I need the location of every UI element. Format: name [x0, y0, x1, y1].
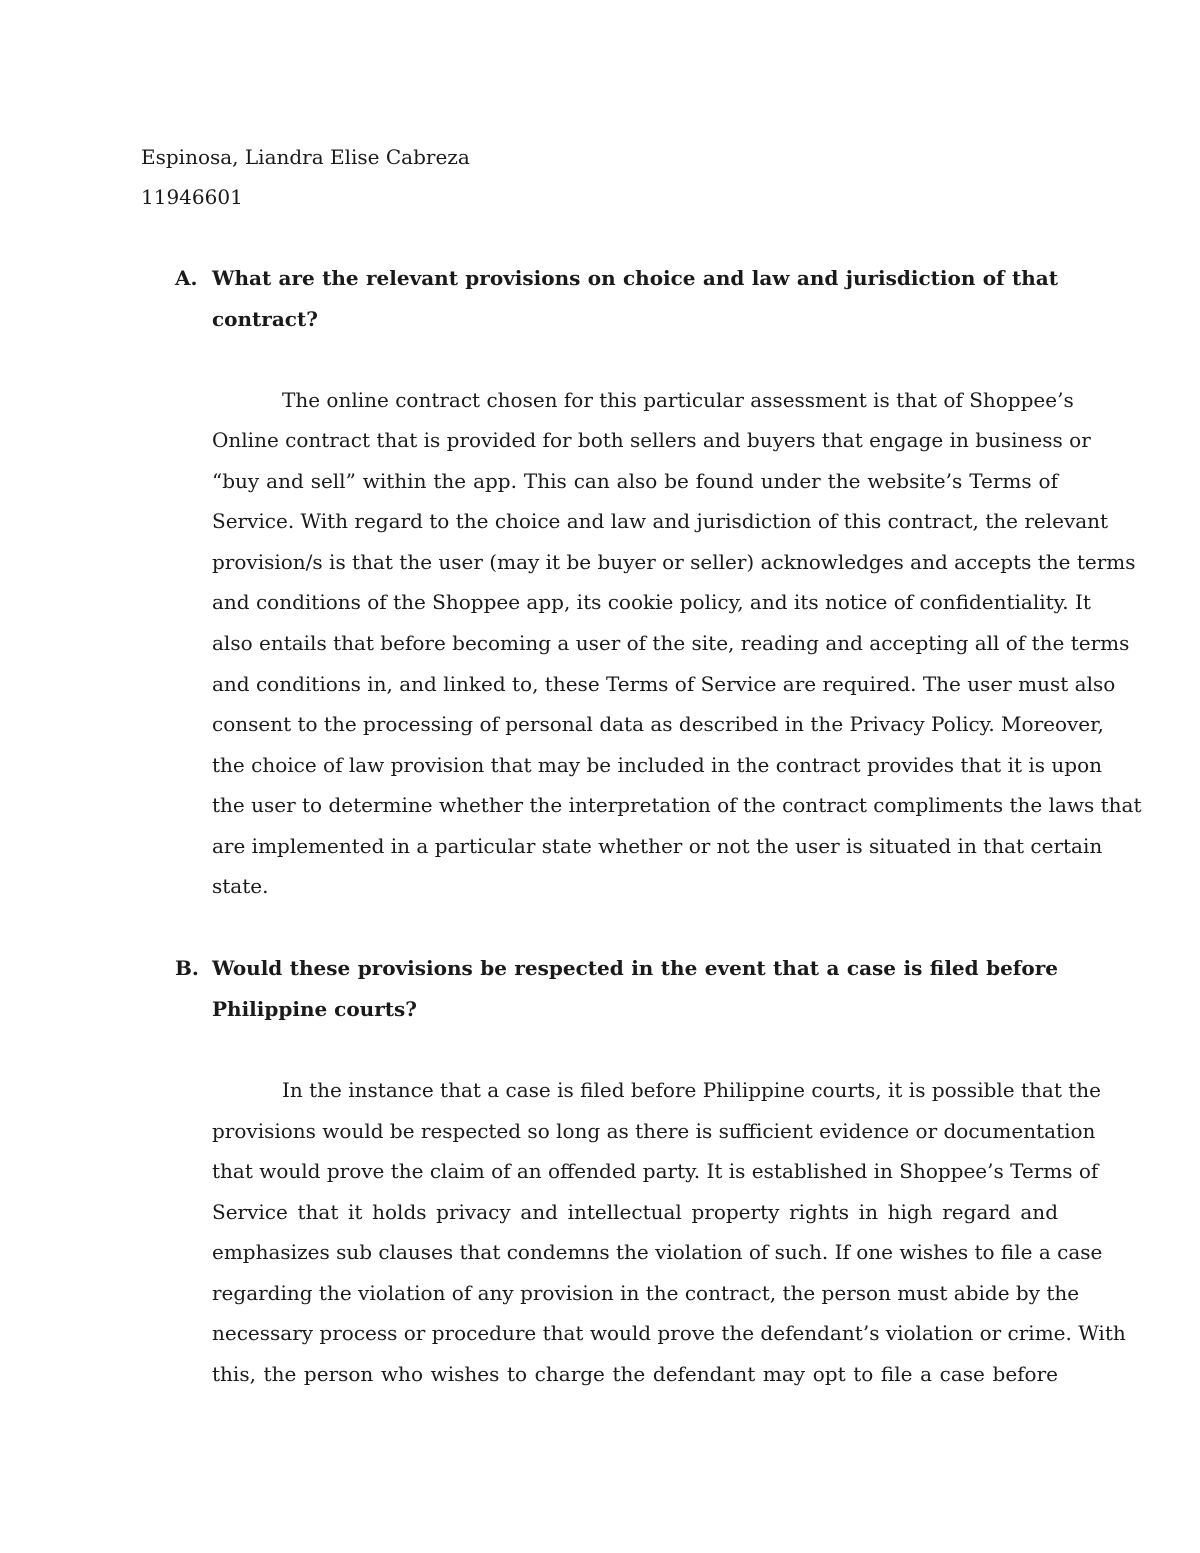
- answer-b-line: In the instance that a case is filed before Philippine courts, it is possible that the: [282, 1078, 1101, 1102]
- answer-a-line: “buy and sell” within the app. This can also be found under the website’s Terms of: [212, 469, 1058, 493]
- question-a-line: contract?: [212, 307, 318, 331]
- question-b-label: B.: [175, 956, 199, 980]
- answer-b-line: Service that it holds privacy and intellectual property rights in high regard and: [212, 1200, 1058, 1224]
- student-name: Espinosa, Liandra Elise Cabreza: [141, 145, 470, 169]
- answer-a-line: state.: [212, 874, 269, 898]
- answer-b-line: necessary process or procedure that would prove the defendant’s violation or crime. With: [212, 1321, 1126, 1345]
- answer-a-line: Service. With regard to the choice and law and jurisdiction of this contract, the relevant: [212, 509, 1109, 533]
- answer-b-line: emphasizes sub clauses that condemns the violation of such. If one wishes to file a case: [212, 1240, 1103, 1264]
- student-id: 11946601: [141, 185, 243, 209]
- answer-a-line: the choice of law provision that may be included in the contract provides that it is upon: [212, 753, 1102, 777]
- answer-a-line: are implemented in a particular state whether or not the user is situated in that certain: [212, 834, 1103, 858]
- answer-b-line: regarding the violation of any provision in the contract, the person must abide by the: [212, 1281, 1080, 1305]
- question-a-label: A.: [175, 266, 198, 290]
- question-b-line: Would these provisions be respected in the event that a case is filed before: [212, 956, 1058, 980]
- answer-a-line: Online contract that is provided for both sellers and buyers that engage in business or: [212, 428, 1091, 452]
- answer-b-line: this, the person who wishes to charge the defendant may opt to file a case before: [212, 1362, 1058, 1386]
- question-b-line: Philippine courts?: [212, 997, 417, 1021]
- answer-a-line: also entails that before becoming a user of the site, reading and accepting all of the terms: [212, 631, 1130, 655]
- question-a-line: What are the relevant provisions on choice and law and jurisdiction of that: [212, 266, 1058, 290]
- answer-b-line: provisions would be respected so long as there is sufficient evidence or documentation: [212, 1119, 1096, 1143]
- answer-a-line: and conditions of the Shoppee app, its cookie policy, and its notice of confidentiality. It: [212, 590, 1091, 614]
- answer-a-line: provision/s is that the user (may it be buyer or seller) acknowledges and accepts the terms: [212, 550, 1136, 574]
- answer-a-line: consent to the processing of personal data as described in the Privacy Policy. Moreover,: [212, 712, 1104, 736]
- answer-b-line: that would prove the claim of an offended party. It is established in Shoppee’s Terms of: [212, 1159, 1099, 1183]
- answer-a-line: the user to determine whether the interpretation of the contract compliments the laws that: [212, 793, 1142, 817]
- answer-a-line: and conditions in, and linked to, these Terms of Service are required. The user must also: [212, 672, 1116, 696]
- answer-a-line: The online contract chosen for this particular assessment is that of Shoppee’s: [282, 388, 1074, 412]
